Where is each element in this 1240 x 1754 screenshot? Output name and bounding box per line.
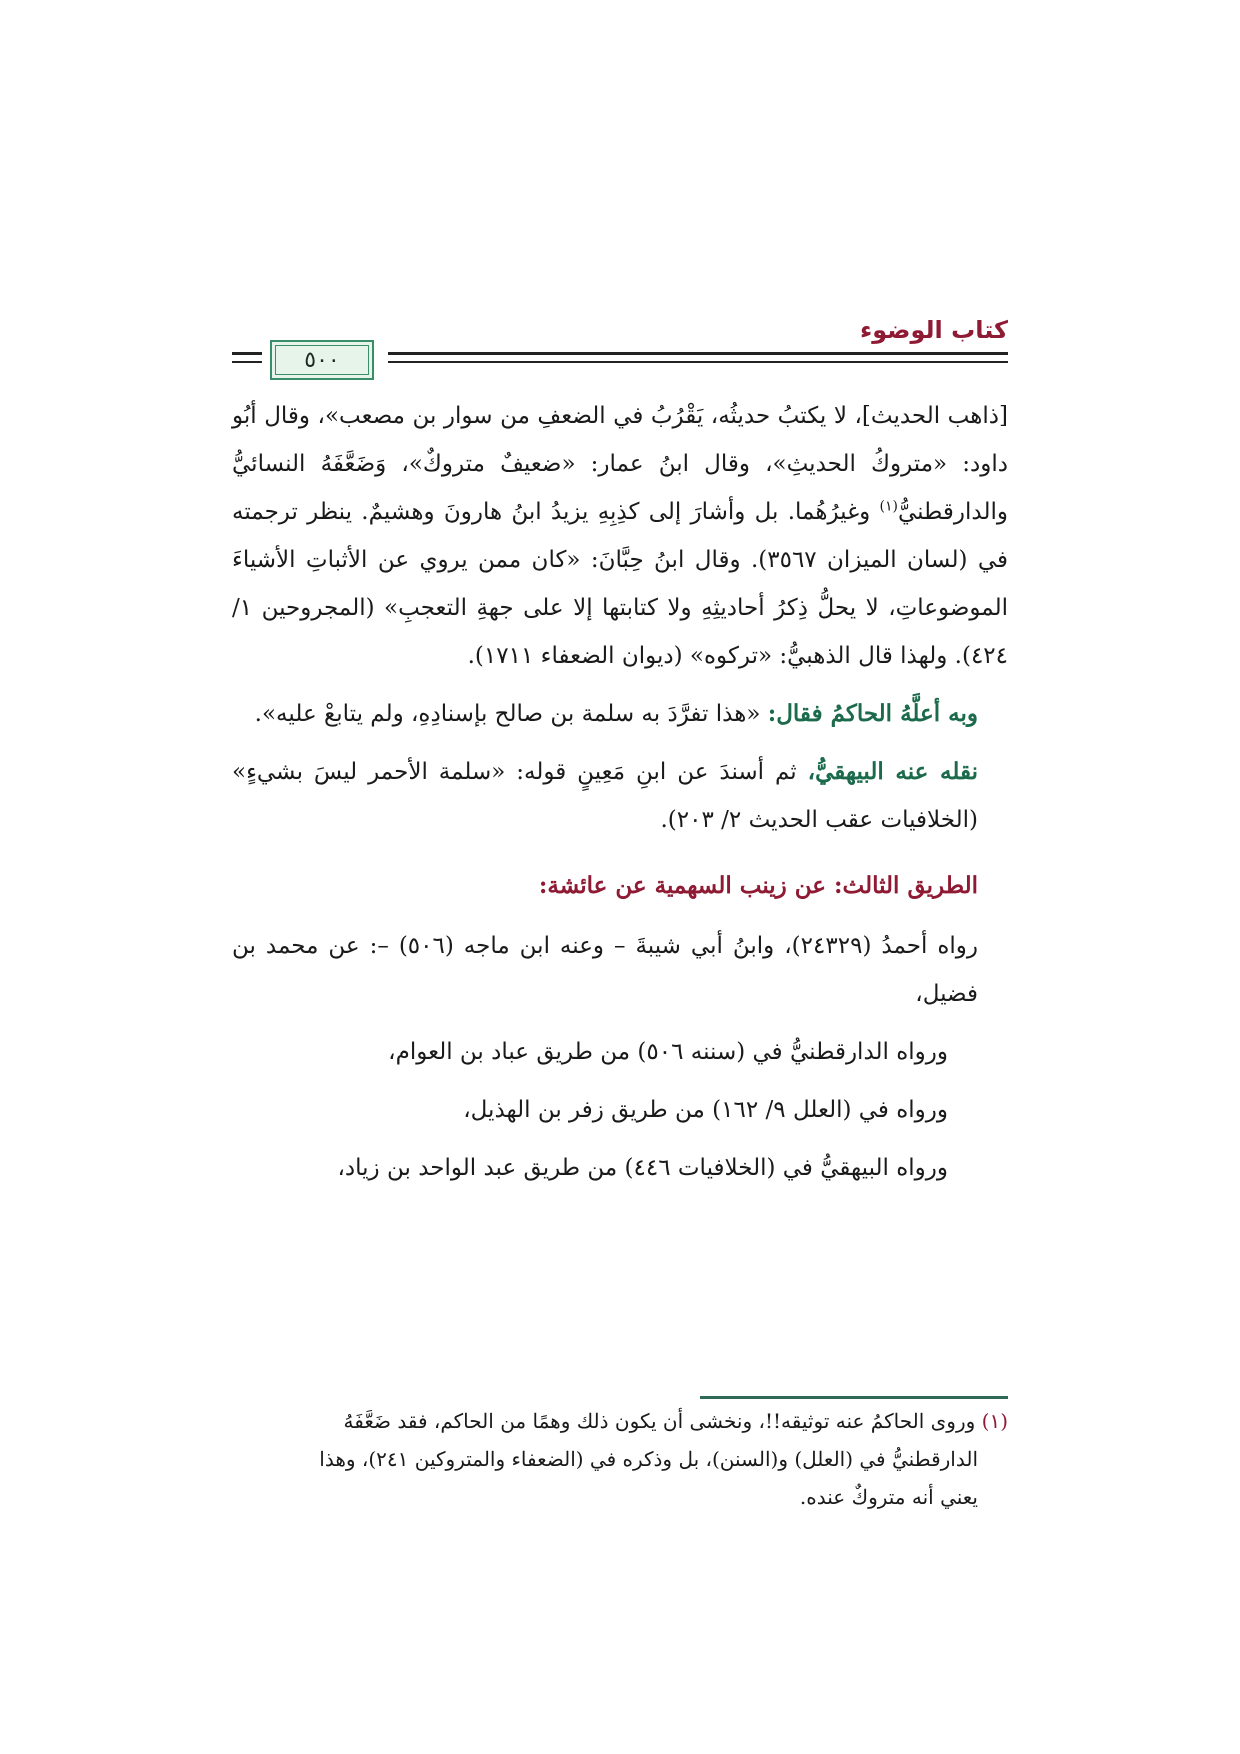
main-text <box>232 392 1008 1192</box>
footnote-text: الدارقطنيُّ في (العلل) و(السنن)، بل وذكره في (الضعفاء والمتروكين ٢٤١)، وهذا <box>319 1447 978 1471</box>
paragraph-text: «هذا تفرَّدَ به سلمة بن صالح بإسنادِهِ، ولم يتابعْ عليه». <box>254 701 768 727</box>
paragraph <box>232 748 1008 844</box>
header-rule <box>232 352 262 355</box>
footnote-text: وروى الحاكمُ عنه توثيقه!!، ونخشى أن يكون ذلك وهمًا من الحاكم، فقد ضَعَّفَهُ <box>343 1409 982 1433</box>
footnote-text: يعني أنه متروكٌ عنده. <box>799 1485 978 1509</box>
header-rule <box>232 361 262 363</box>
paragraph <box>232 392 1008 680</box>
page-number: ٥٠٠ <box>304 347 340 373</box>
section-heading: الطريق الثالث: عن زينب السهمية عن عائشة: <box>538 872 978 899</box>
footnotes <box>232 1402 1008 1516</box>
paragraph: ورواه البيهقيُّ في (الخلافيات ٤٤٦) من طريق عبد الواحد بن زياد، <box>337 1155 948 1181</box>
lead-text: وبه أعلَّهُ الحاكمُ فقال: <box>767 700 978 727</box>
paragraph: ورواه في (العلل ٩/ ١٦٢) من طريق زفر بن الهذيل، <box>463 1097 948 1123</box>
header-rule <box>388 361 1008 363</box>
footnote-marker[interactable]: (١) <box>879 498 898 515</box>
page-number-badge <box>270 340 374 380</box>
book-title: كتاب الوضوء <box>859 316 1008 344</box>
footnote <box>232 1402 1008 1440</box>
paragraph-text: وغيرُهُما. بل وأشارَ إلى كذِبِهِ يزيدُ ابنُ هارونَ وهشيمٌ. ينظر ترجمته في (لسان الميزان ٣٥٦٧). وقال ابنُ حِبَّانَ: «كان ممن يروي عن الأثباتِ الأشياءَ الموضوعاتِ، لا يحلُّ ذِكرُ أحاديثِهِ ولا كتابتها إلا على جهةِ التعجبِ» (المجروحين ١/ ٤٢٤). ولهذا قال الذهبيُّ: «تركوه» (ديوان الضعفاء ١٧١١). <box>232 499 1008 669</box>
paragraph: رواه أحمدُ (٢٤٣٢٩)، وابنُ أبي شيبةَ – وعنه ابن ماجه (٥٠٦) –: عن محمد بن فضيل، <box>232 933 978 1007</box>
lead-text: نقله عنه البيهقيُّ، <box>807 758 978 785</box>
page-header <box>232 316 1008 376</box>
footnote-number: (١) <box>981 1409 1008 1433</box>
header-rule <box>388 352 1008 355</box>
footnote-divider <box>700 1396 1008 1399</box>
paragraph-text: ثم أسندَ عن ابنِ مَعِينٍ قوله: «سلمة الأحمر ليسَ بشيءٍ» (الخلافيات عقب الحديث ٢/ ٢٠٣). <box>232 759 978 833</box>
paragraph-text: [ذاهب الحديث]، لا يكتبُ حديثُه، يَقْرُبُ في الضعفِ من سوار بن مصعب»، وقال أبُو داود: «متروكُ الحديثِ»، وقال ابنُ عمار: «ضعيفٌ متروكٌ»، وَضَعَّفَهُ النسائيُّ والدارقطنيُّ <box>232 403 1008 525</box>
paragraph: ورواه الدارقطنيُّ في (سننه ٥٠٦) من طريق عباد بن العوام، <box>388 1039 948 1065</box>
paragraph <box>232 690 1008 738</box>
